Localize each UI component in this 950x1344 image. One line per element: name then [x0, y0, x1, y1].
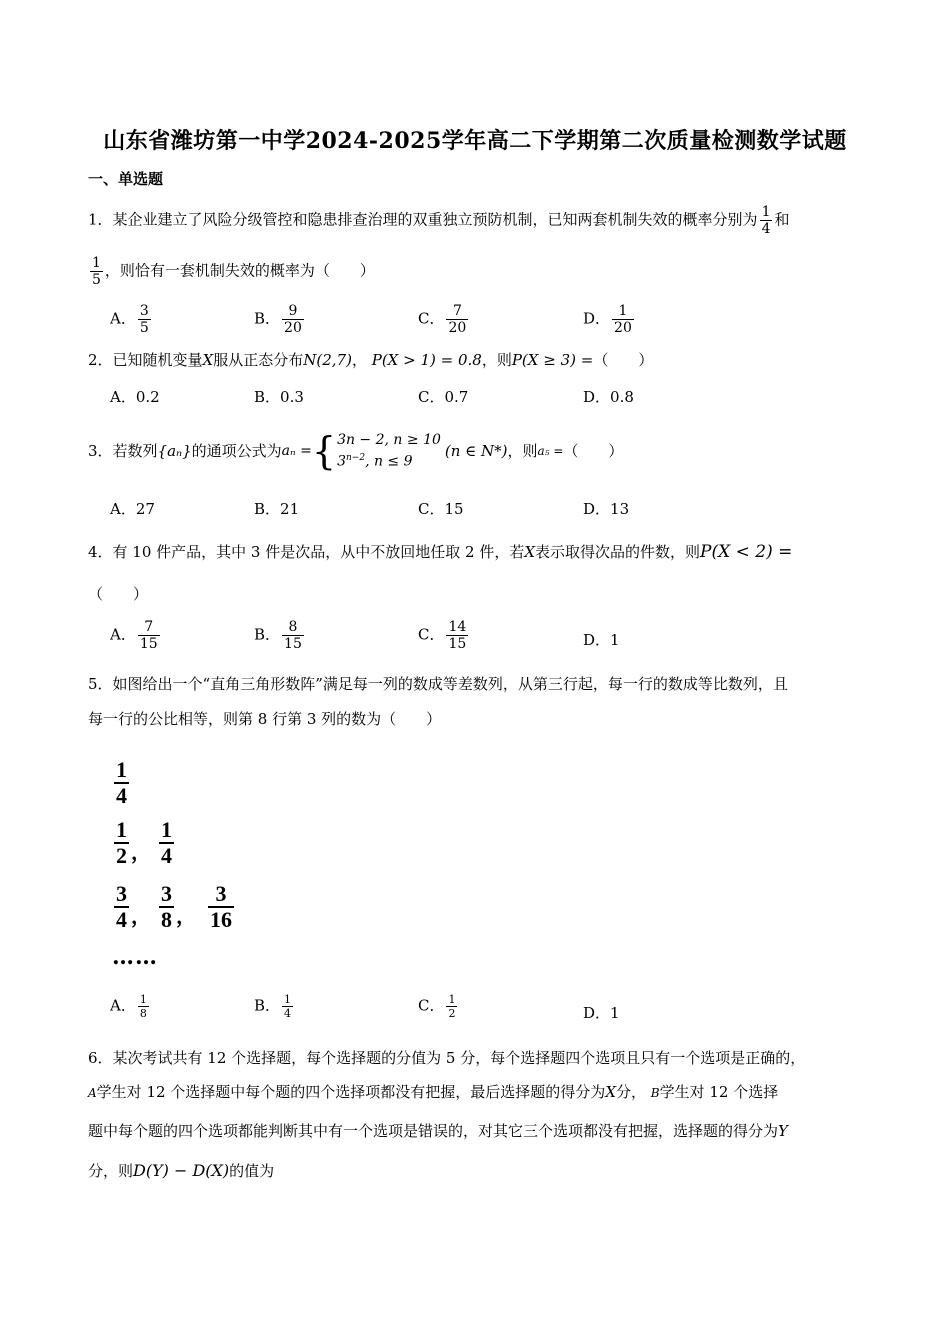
q1-option-c[interactable]: C． $\frac{7}{20}$	[418, 303, 467, 336]
q4-option-a[interactable]: A． $\frac{7}{15}$	[110, 619, 158, 652]
q2-option-a[interactable]: A．0.2	[110, 388, 160, 406]
question-2: 2．已知随机变量X服从正态分布N(2,7)， P(X > 1) = 0.8，则P(X ≥ 3) =（ ）	[88, 351, 654, 369]
array-ellipsis: ……	[112, 944, 158, 970]
q2-option-c[interactable]: C．0.7	[418, 388, 469, 406]
fraction: $\frac{1}{5}$	[92, 255, 101, 288]
q1-option-d[interactable]: D． $\frac{1}{20}$	[583, 303, 632, 336]
section-heading: 一、单选题	[88, 170, 164, 188]
question-5-line2: 每一行的公比相等，则第 8 行第 3 列的数为（ ）	[88, 710, 442, 728]
q5-option-a[interactable]: A． $\frac{1}{8}$	[110, 993, 147, 1020]
question-6-line1: 6．某次考试共有 12 个选择题，每个选择题的分值为 5 分，每个选择题四个选项且只有一个选项是正确的，	[88, 1049, 806, 1067]
q4-option-b[interactable]: B． $\frac{8}{15}$	[254, 619, 302, 652]
question-1-line2: $\frac{1}{5}$ ，则恰有一套机制失效的概率为（ ）	[92, 255, 375, 288]
question-3: 3．若数列 {aₙ} 的通项公式为 aₙ = { 3n − 2, n ≥ 10 $3^{n-2}$, n ≤ 9 (n ∈ N*) ，则 a₅ = （ ）	[88, 429, 624, 473]
q1-option-a[interactable]: A． $\frac{3}{5}$	[110, 303, 149, 336]
q2-option-b[interactable]: B．0.3	[254, 388, 304, 406]
array-entry: $\frac{1}{4}$	[116, 757, 127, 808]
array-entry: $\frac{1}{2}$	[116, 817, 127, 868]
q4-option-c[interactable]: C． $\frac{14}{15}$	[418, 619, 467, 652]
array-entry: $\frac{3}{16}$	[210, 881, 232, 932]
array-entry: $\frac{3}{8}$	[161, 881, 172, 932]
page-title: 山东省潍坊第一中学2024-2025学年高二下学期第二次质量检测数学试题	[103, 128, 847, 154]
question-4-line2: （ ）	[88, 585, 149, 603]
question-6-line3: 题中每个题的四个选项都能判断其中有一个选项是错误的，对其它三个选项都没有把握，选择题的得分为Y	[88, 1122, 788, 1140]
q4-option-d[interactable]: D．1	[583, 631, 620, 649]
fraction: $\frac{1}{4}$	[761, 204, 771, 237]
q3-option-c[interactable]: C．15	[418, 500, 464, 518]
array-entry: $\frac{3}{4}$	[116, 881, 127, 932]
question-4-line1: 4．有 10 件产品，其中 3 件是次品，从中不放回地任取 2 件，若X表示取得次品的件数，则P(X < 2) =	[88, 542, 793, 562]
q5-option-d[interactable]: D．1	[583, 1004, 620, 1022]
piecewise: { 3n − 2, n ≥ 10 $3^{n-2}$, n ≤ 9	[311, 429, 441, 473]
q3-option-b[interactable]: B．21	[254, 500, 300, 518]
q3-option-d[interactable]: D．13	[583, 500, 630, 518]
question-6-line4: 分，则D(Y) − D(X)的值为	[88, 1161, 275, 1180]
q1-option-b[interactable]: B． $\frac{9}{20}$	[254, 303, 302, 336]
question-1-line1: 1．某企业建立了风险分级管控和隐患排查治理的双重独立预防机制，已知两套机制失效的概率分别为 $\frac{1}{4}$ 和	[88, 204, 790, 237]
q2-option-d[interactable]: D．0.8	[583, 388, 634, 406]
array-entry: $\frac{1}{4}$	[161, 817, 172, 868]
q5-option-b[interactable]: B． $\frac{1}{4}$	[254, 993, 292, 1020]
q3-option-a[interactable]: A．27	[110, 500, 155, 518]
question-6-line2: A学生对 12 个选择题中每个题的四个选择项都没有把握，最后选择题的得分为X分， B学生对 12 个选择	[88, 1083, 779, 1101]
question-5-line1: 5．如图给出一个“直角三角形数阵”满足每一列的数成等差数列，从第三行起，每一行的数成等比数列，且	[88, 675, 788, 693]
q5-option-c[interactable]: C． $\frac{1}{2}$	[418, 993, 456, 1020]
